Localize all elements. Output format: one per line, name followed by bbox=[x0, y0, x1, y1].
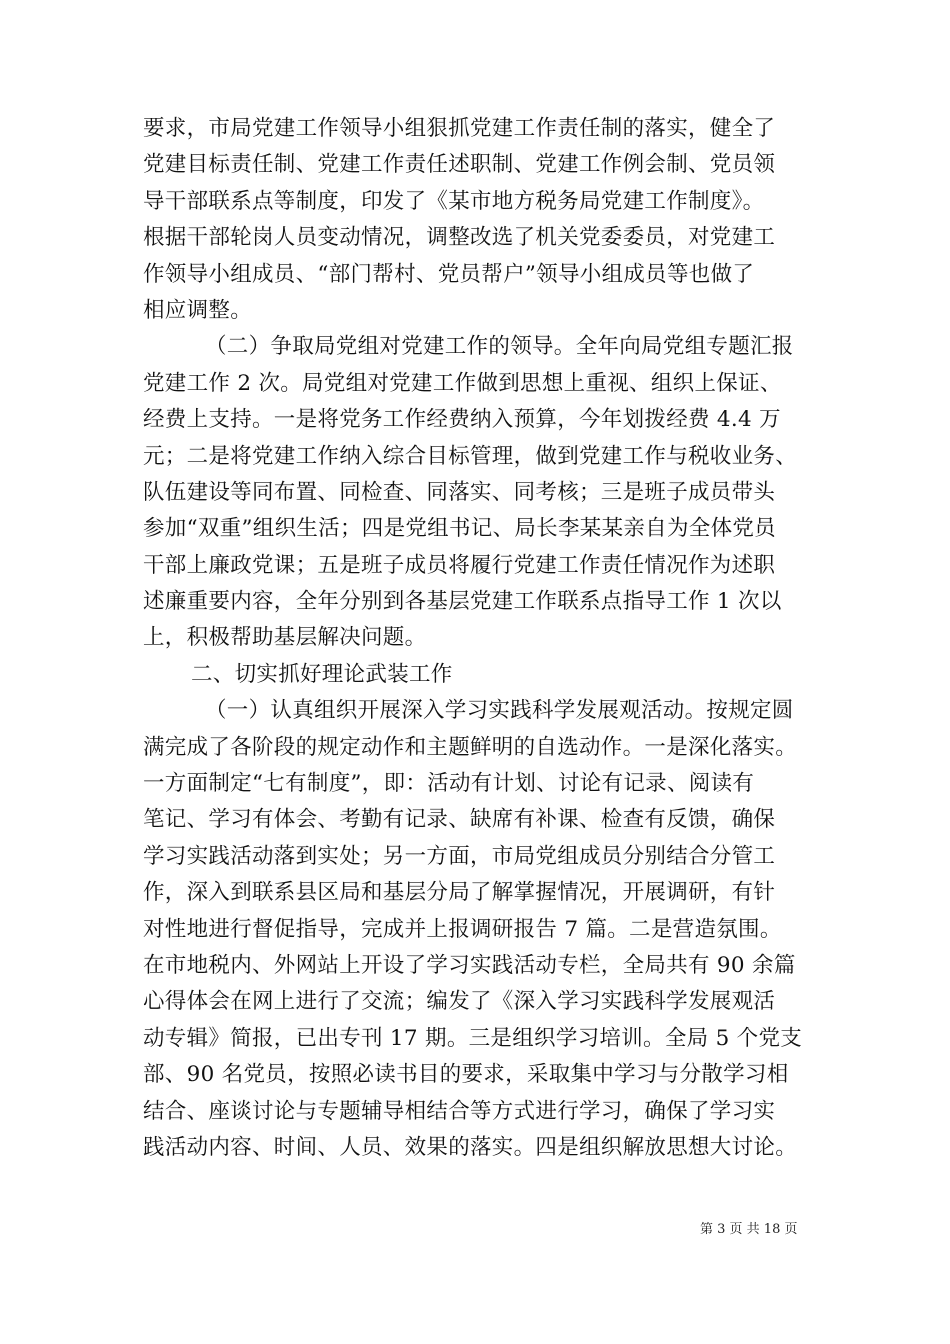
text-line: 部、90 名党员，按照必读书目的要求，采取集中学习与分散学习相 bbox=[143, 1062, 789, 1088]
subsection-heading-line: （一）认真组织开展深入学习实践科学发展观活动。按规定圆 bbox=[205, 698, 794, 724]
text-line: 对性地进行督促指导，完成并上报调研报告 7 篇。二是营造氛围。 bbox=[143, 916, 782, 942]
text-line: 述廉重要内容，全年分别到各基层党建工作联系点指导工作 1 次以 bbox=[143, 589, 782, 615]
text-line: 动专辑》简报，已出专刊 17 期。三是组织学习培训。全局 5 个党支 bbox=[143, 1025, 803, 1051]
subsection-heading-line: （二）争取局党组对党建工作的领导。全年向局党组专题汇报 bbox=[205, 334, 794, 360]
text-line: 在市地税内、外网站上开设了学习实践活动专栏，全局共有 90 余篇 bbox=[143, 952, 796, 978]
text-line: 作领导小组成员、“部门帮村、党员帮户”领导小组成员等也做了 bbox=[143, 261, 755, 287]
text-line: 参加“双重”组织生活；四是党组书记、局长李某某亲自为全体党员 bbox=[143, 516, 776, 542]
text-line: 根据干部轮岗人员变动情况，调整改选了机关党委委员，对党建工 bbox=[143, 225, 776, 251]
text-line: 经费上支持。一是将党务工作经费纳入预算，今年划拨经费 4.4 万 bbox=[143, 407, 781, 433]
section-heading: 二、切实抓好理论武装工作 bbox=[191, 661, 453, 687]
text-line: 学习实践活动落到实处；另一方面，市局党组成员分别结合分管工 bbox=[143, 843, 776, 869]
text-line: 党建工作 2 次。局党组对党建工作做到思想上重视、组织上保证、 bbox=[143, 370, 782, 396]
page-number-footer: 第 3 页 共 18 页 bbox=[700, 1222, 798, 1237]
text-line: 一方面制定“七有制度”，即：活动有计划、讨论有记录、阅读有 bbox=[143, 771, 755, 797]
text-line: 作，深入到联系县区局和基层分局了解掌握情况，开展调研，有针 bbox=[143, 880, 776, 906]
text-line: 元；二是将党建工作纳入综合目标管理，做到党建工作与税收业务、 bbox=[143, 443, 798, 469]
text-line: 心得体会在网上进行了交流；编发了《深入学习实践科学发展观活 bbox=[143, 989, 776, 1015]
text-line: 干部上廉政党课；五是班子成员将履行党建工作责任情况作为述职 bbox=[143, 552, 776, 578]
text-line: 队伍建设等同布置、同检查、同落实、同考核；三是班子成员带头 bbox=[143, 479, 776, 505]
text-line: 结合、座谈讨论与专题辅导相结合等方式进行学习，确保了学习实 bbox=[143, 1098, 776, 1124]
text-line: 上，积极帮助基层解决问题。 bbox=[143, 625, 427, 651]
document-body bbox=[143, 111, 827, 1166]
text-line: 践活动内容、时间、人员、效果的落实。四是组织解放思想大讨论。 bbox=[143, 1134, 798, 1160]
text-line: 笔记、学习有体会、考勤有记录、缺席有补课、检查有反馈，确保 bbox=[143, 807, 776, 833]
text-line: 满完成了各阶段的规定动作和主题鲜明的自选动作。一是深化落实。 bbox=[143, 734, 798, 760]
text-line: 要求，市局党建工作领导小组狠抓党建工作责任制的落实，健全了 bbox=[143, 116, 776, 141]
text-line: 相应调整。 bbox=[143, 297, 253, 323]
text-line: 导干部联系点等制度，印发了《某市地方税务局党建工作制度》。 bbox=[143, 188, 765, 214]
text-line: 党建目标责任制、党建工作责任述职制、党建工作例会制、党员领 bbox=[143, 152, 776, 178]
